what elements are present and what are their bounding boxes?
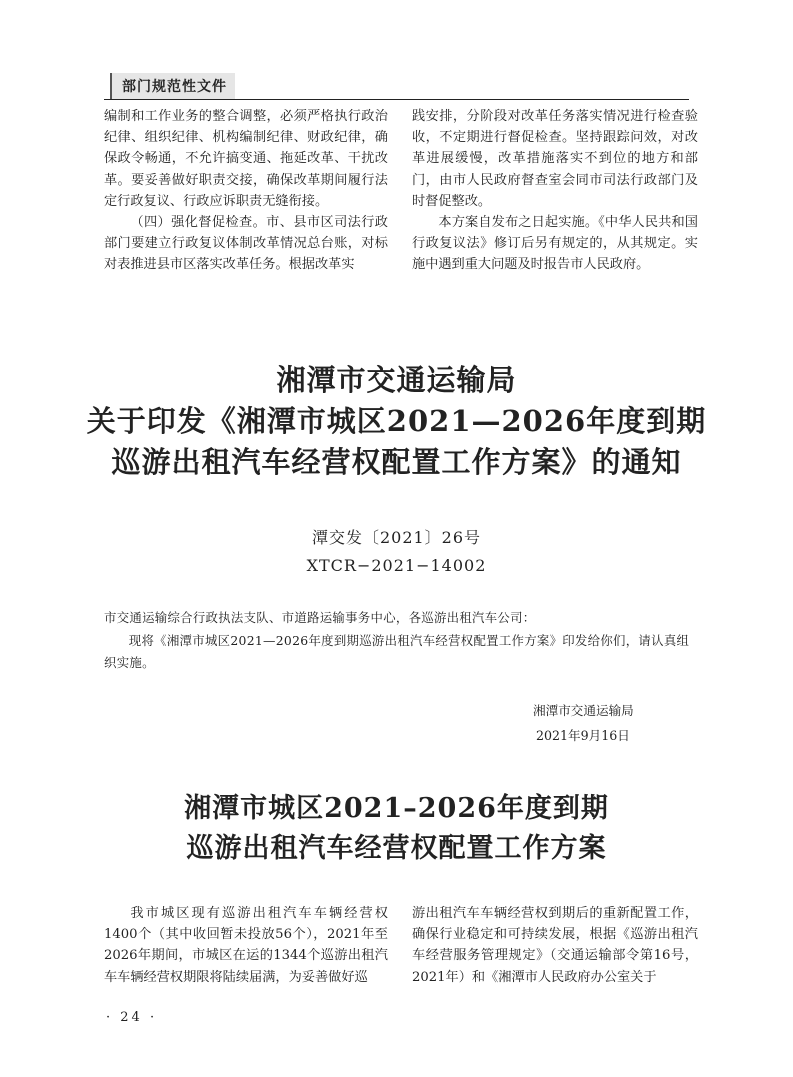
top-left-column [104,106,388,276]
notice-title-line: 关于印发《湘潭市城区2021—2026年度到期 [86,404,707,438]
paragraph: 编制和工作业务的整合调整，必须严格执行政治纪律、组织纪律、机构编制纪律、财政纪律，确保政令畅通，不允许搞变通、拖延改革、干扰改革。要妥善做好职责交接，确保改革期间履行法定行政复议、行政应诉职责无缝衔接。 [104,109,388,209]
notice-date: 2021年9月16日 [536,728,630,743]
bottom-left-column [104,903,388,988]
notice-title-line: 湘潭市交通运输局 [276,363,517,397]
top-right-column [412,106,698,276]
paragraph: 游出租汽车车辆经营权到期后的重新配置工作，确保行业稳定和可持续发展，根据《巡游出租汽车经营服务管理规定》（交通运输部令第16号，2021年）和《湘潭市人民政府办公室关于 [412,906,698,985]
plan-title [60,789,733,869]
plan-title-line: 巡游出租汽车经营权配置工作方案 [186,833,607,864]
paragraph: （四）强化督促检查。市、县市区司法行政部门要建立行政复议体制改革情况总台账，对标对表推进县市区落实改革任务。根据改革实 [104,215,388,273]
paragraph: 本方案自发布之日起实施。《中华人民共和国行政复议法》修订后另有规定的，从其规定。实施中遇到重大问题及时报告市人民政府。 [412,215,698,273]
notice-title-line: 巡游出租汽车经营权配置工作方案》的通知 [111,445,682,479]
plan-title-line: 湘潭市城区2021–2026年度到期 [184,793,609,824]
document-category-tag: 部门规范性文件 [110,73,235,99]
notice-title [60,360,733,483]
notice-signer: 湘潭市交通运输局 [533,703,634,718]
paragraph: 我市城区现有巡游出租汽车车辆经营权1400个（其中收回暂未投放56个），2021年至2026年期间，市城区在运的1344个巡游出租汽车车辆经营权期限将陆续届满，为妥善做好巡 [104,906,388,985]
page-number: · 24 · [106,1010,158,1025]
registry-code: XTCR−2021−14002 [306,556,487,575]
notice-addressee: 市交通运输综合行政执法支队、市道路运输事务中心，各巡游出租汽车公司： [104,610,536,625]
header-divider [104,99,689,100]
paragraph: 践安排，分阶段对改革任务落实情况进行检查验收，不定期进行督促检查。坚持跟踪问效，对改革进展缓慢，改革措施落实不到位的地方和部门，由市人民政府督查室会同市司法行政部门及时督促整改。 [412,109,698,209]
document-number: 潭交发〔2021〕26号 [311,528,482,547]
notice-body: 现将《湘潭市城区2021—2026年度到期巡游出租汽车经营权配置工作方案》印发给你们，请认真组织实施。 [104,633,690,670]
bottom-right-column [412,903,698,988]
